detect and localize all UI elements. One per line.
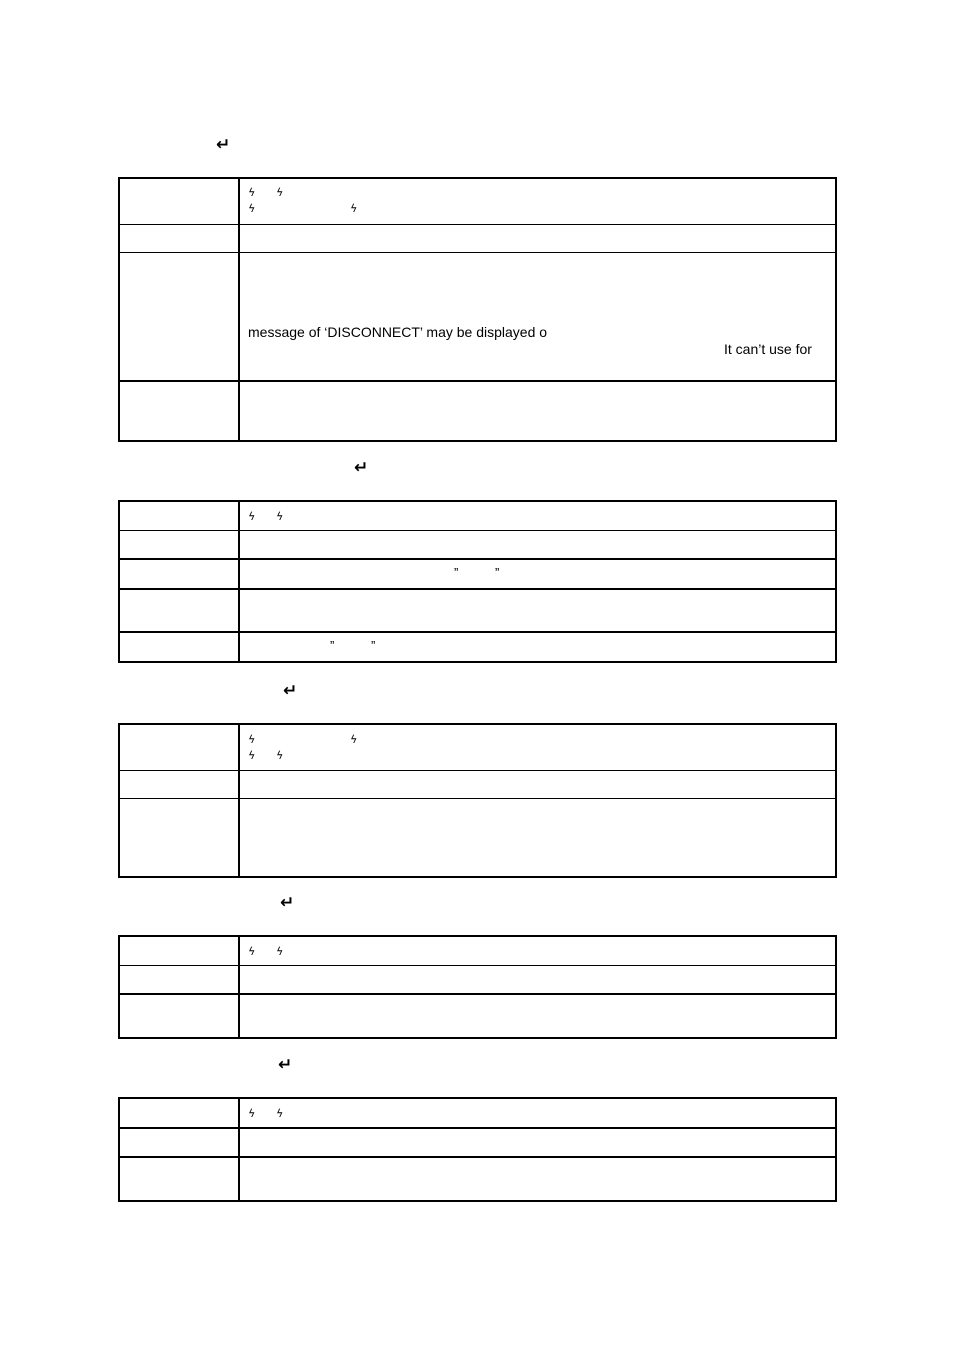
row-value-cell <box>242 225 835 252</box>
row-label-cell <box>120 995 240 1037</box>
row-value-cell <box>242 995 835 1037</box>
bolt-icon: ϟ <box>247 1107 257 1120</box>
table-row <box>120 558 835 588</box>
table-row <box>120 380 835 440</box>
row-label-cell <box>120 253 240 380</box>
table-row <box>120 530 835 558</box>
row-label-cell <box>120 1129 240 1156</box>
row-label-cell <box>120 531 240 558</box>
row-value-cell <box>242 560 835 588</box>
row-value-cell <box>242 1099 835 1127</box>
row-label-cell <box>120 590 240 631</box>
table-row <box>120 798 835 876</box>
enter-key-icon: ↵ <box>283 681 298 701</box>
bolt-icon: ϟ <box>275 945 285 958</box>
row-value-cell <box>242 531 835 558</box>
bolt-icon: ϟ <box>247 186 257 199</box>
command-table-1 <box>118 177 837 442</box>
table-row <box>120 725 835 770</box>
row-value-cell <box>242 771 835 798</box>
command-table-5 <box>118 1097 837 1202</box>
row-label-cell <box>120 382 240 440</box>
table-row <box>120 937 835 965</box>
bolt-icon: ϟ <box>247 510 257 523</box>
table-row <box>120 588 835 631</box>
row-value-cell <box>242 937 835 965</box>
row-value-cell <box>242 253 835 380</box>
enter-key-icon: ↵ <box>216 135 231 155</box>
quote-mark: ” <box>330 638 335 653</box>
row-label-cell <box>120 225 240 252</box>
table-row <box>120 179 835 224</box>
row-value-cell <box>242 382 835 440</box>
bolt-icon: ϟ <box>247 733 257 746</box>
bolt-icon: ϟ <box>275 186 285 199</box>
table-row <box>120 770 835 798</box>
row-label-cell <box>120 1099 240 1127</box>
bolt-icon: ϟ <box>349 733 359 746</box>
quote-mark: ” <box>371 638 376 653</box>
bolt-icon: ϟ <box>349 202 359 215</box>
enter-key-icon: ↵ <box>278 1055 293 1075</box>
bolt-icon: ϟ <box>247 202 257 215</box>
table-row <box>120 224 835 252</box>
row-label-cell <box>120 966 240 993</box>
table-row <box>120 1156 835 1200</box>
table-row <box>120 993 835 1037</box>
quote-mark: ” <box>454 565 459 580</box>
row-value-cell <box>242 179 835 224</box>
row-value-cell <box>242 725 835 770</box>
bolt-icon: ϟ <box>275 510 285 523</box>
row-label-cell <box>120 502 240 530</box>
table-row <box>120 502 835 530</box>
command-table-3 <box>118 723 837 878</box>
row-value-cell <box>242 590 835 631</box>
bolt-icon: ϟ <box>275 749 285 762</box>
row-label-cell <box>120 937 240 965</box>
row-label-cell <box>120 633 240 661</box>
bolt-icon: ϟ <box>275 1107 285 1120</box>
row-value-cell <box>242 966 835 993</box>
bolt-icon: ϟ <box>247 945 257 958</box>
row-label-cell <box>120 1158 240 1200</box>
row-value-cell <box>242 1158 835 1200</box>
row-label-cell <box>120 799 240 876</box>
command-table-2 <box>118 500 837 663</box>
row-value-cell <box>242 633 835 661</box>
usage-note-text: It can’t use for <box>724 341 812 357</box>
disconnect-note-text: message of ‘DISCONNECT’ may be displayed o <box>248 324 548 340</box>
command-table-4 <box>118 935 837 1039</box>
table-row <box>120 1099 835 1127</box>
table-row <box>120 252 835 380</box>
row-value-cell <box>242 502 835 530</box>
row-label-cell <box>120 179 240 224</box>
row-label-cell <box>120 560 240 588</box>
quote-mark: ” <box>495 565 500 580</box>
row-value-cell <box>242 1129 835 1156</box>
row-value-cell <box>242 799 835 876</box>
enter-key-icon: ↵ <box>354 458 369 478</box>
table-row <box>120 1127 835 1156</box>
table-row <box>120 631 835 661</box>
row-label-cell <box>120 771 240 798</box>
table-row <box>120 965 835 993</box>
row-label-cell <box>120 725 240 770</box>
enter-key-icon: ↵ <box>280 893 295 913</box>
bolt-icon: ϟ <box>247 749 257 762</box>
